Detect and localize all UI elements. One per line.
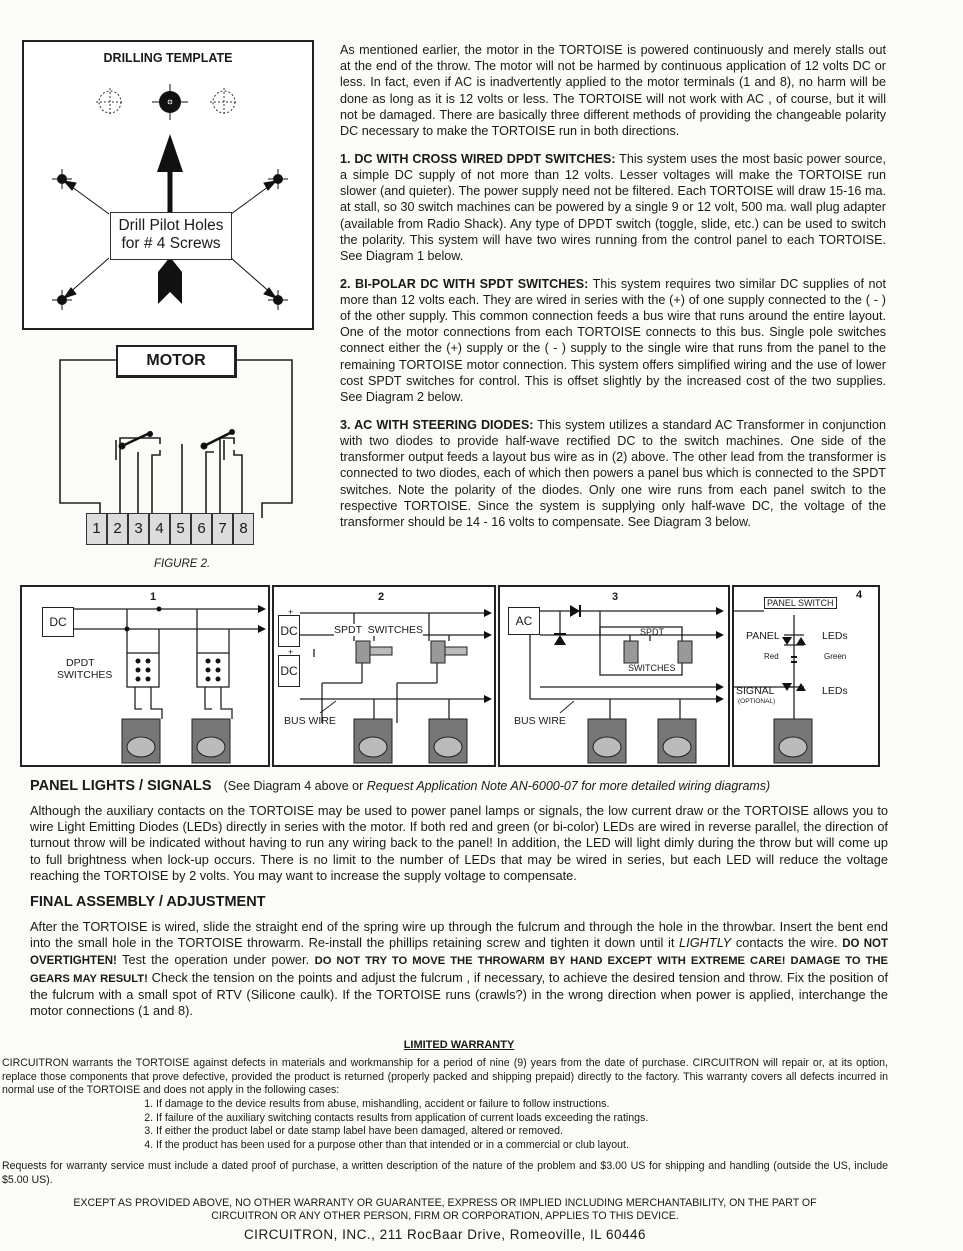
terminal-6: 6: [191, 513, 212, 545]
dpdt-label-2: SWITCHES: [57, 669, 113, 681]
final-assembly-text: [30, 919, 888, 1019]
method-3-text: This system utilizes a standard AC Transformer in conjunction with two diodes to provide half-wave rectified DC to the switch machines. One side of the transformer output feeds a layout bus wire as in (2) above. The other lead from the transformer is connected to two diodes, each of which then powers a panel bus which is connected to the SPDT switches. Note the polarity of the diodes. Only one wire runs from each panel switch to the respective TORTOISE. Since the system is supplying only half-wave DC, the voltage of the transformer should be 14 - 16 volts to compensate. See Diagram 3 below.: [340, 417, 886, 529]
warranty-disclaimer-2: CIRCUITRON OR ANY OTHER PERSON, FIRM OR CORPORATION, APPLIES TO THIS DEVICE.: [211, 1210, 679, 1223]
fa-warning-gears: DO NOT TRY TO MOVE THE THROWARM BY HAND EXCEPT WITH EXTREME CARE! DAMAGE TO THE GEARS MAY RESULT!: [30, 955, 888, 985]
panel-lights-sub-italic: Request Application Note AN-6000-07 for more detailed wiring diagrams): [366, 779, 771, 793]
figure-2: [20, 340, 320, 580]
terminal-4: 4: [149, 513, 170, 545]
diagram-2: [272, 585, 496, 767]
red-label: Red: [764, 652, 779, 661]
spdt-label-3: SPDT: [640, 627, 665, 637]
pilot-label-line2: for # 4 Screws: [121, 235, 221, 252]
terminal-1: 1: [86, 513, 107, 545]
terminal-8: 8: [233, 513, 254, 545]
green-label: Green: [824, 652, 847, 661]
pilot-hole-label: [110, 212, 232, 260]
panel-switch-label: PANEL SWITCH: [764, 597, 837, 609]
plus-sign-top: +: [288, 607, 294, 617]
template-title: DRILLING TEMPLATE: [103, 51, 233, 65]
diagram-2-number: 2: [378, 591, 385, 603]
method-2: [340, 276, 886, 406]
method-3: [340, 417, 886, 530]
diode-1: [570, 605, 580, 617]
diagram-4: [732, 585, 880, 767]
warranty-intro: CIRCUITRON warrants the TORTOISE against defects in materials and workmanship for a period of nine (9) years from the date of purchase. CIRCUITRON will repair or, at its option, replace those components that prove defective, provided the product is returned (properly packed and shipping prepaid) directly to the factory. This warranty covers all defects incurred in normal use of the TORTOISE and does not apply in the following cases:: [2, 1057, 888, 1097]
fa-lightly: LIGHTLY: [679, 935, 732, 951]
spdt-switch-3b: [678, 641, 692, 663]
optional-label: (OPTIONAL): [738, 698, 776, 705]
terminal-5: 5: [170, 513, 191, 545]
drilling-template: [22, 40, 314, 330]
method-2-text: This system requires two similar DC supplies of not more than 12 volts each. They are wired in series with the (+) of one supply connected to the ( - ) of the other supply. This common connection feeds a bus wire that runs around the entire layout. One of the motor connections from each TORTOISE connects to this bus. Single pole switches connect either the (+) supply or the ( - ) supply to the single wire that runs from the panel to the remaining TORTOISE motor connection. This system offers simplified wiring and the use of lower cost SPDT switches for control. This is offset slightly by the increased cost of the two supplies. See Diagram 2 below.: [340, 276, 886, 405]
dc-supply-2-top: DC: [278, 615, 300, 647]
method-1-title: 1. DC WITH CROSS WIRED DPDT SWITCHES:: [340, 151, 616, 166]
figure-2-caption: FIGURE 2.: [154, 558, 211, 570]
diagram-1: [20, 585, 270, 767]
up-arrow: [157, 134, 183, 172]
company-address: CIRCUITRON, INC., 211 RocBaar Drive, Romeoville, IL 60446: [243, 1226, 647, 1242]
panel-lights-sub: (See Diagram 4 above or: [223, 779, 367, 793]
dc-supply-1: DC: [42, 607, 74, 637]
panel-lights-title: PANEL LIGHTS / SIGNALS: [30, 778, 212, 794]
leds-label-2: LEDs: [822, 685, 848, 697]
diagram-3-number: 3: [612, 591, 619, 603]
diagram-3: [498, 585, 730, 767]
fa-part-1: After the TORTOISE is wired, slide the straight end of the spring wire up through the fulcrum and through the hole in the throwbar. Insert the bent end into the small hole in the TORTOISE throwarm. Re-install the phillips retaining screw and tighten it down until it: [30, 919, 888, 951]
alt-mount-hole-left: [96, 88, 124, 116]
panel-label: PANEL: [746, 630, 780, 642]
panel-lights-text: Although the auxiliary contacts on the TORTOISE may be used to power panel lamps or signals, the low current draw or the TORTOISE allows you to wire Light Emitting Diodes (LEDs) directly in series with the motor. If both red and green (or bi-color) LEDs are wired in reverse parallel, the direction of turnout throw will be indicated without having to run any wiring back to the panel! In addition, the LED will light dimly during the throw but will come up to full brightness when lock-up occurs. There is no limit to the number of LEDs that may be wired in series, but each LED will reduce the voltage reaching the TORTOISE by 2 volts. You may want to increase the supply voltage to compensate.: [30, 803, 888, 883]
spdt-switch-3a: [624, 641, 638, 663]
warranty-heading: LIMITED WARRANTY: [403, 1039, 515, 1052]
method-1: [340, 151, 886, 264]
bus-wire-label-3: BUS WIRE: [514, 715, 566, 727]
terminal-2: 2: [107, 513, 128, 545]
method-1-text: This system uses the most basic power source, a simple DC supply of not more than 12 volts. Lesser voltages will make the TORTOISE run slower (and quieter). The power supply need not be filtered. Each TORTOISE will draw 15-16 ma. at stall, so 30 switch machines can be powered by a single 9 or 12 volt, 500 ma. wall plug adapter (available from Radio Shack). Any type of DPDT switch (toggle, slide, etc.) can be used to switch the polarity. This system will have two wires running from the control panel to each TORTOISE. See Diagram 1 below.: [340, 151, 886, 263]
signal-label: SIGNAL: [736, 685, 775, 697]
led-red: [782, 637, 792, 645]
led-green: [796, 637, 806, 645]
leds-label-1: LEDs: [822, 630, 848, 642]
switches-label-3: SWITCHES: [628, 663, 676, 673]
wiring-diagrams: [20, 585, 890, 767]
terminal-7: 7: [212, 513, 233, 545]
warranty-case-1: 1. If damage to the device results from abuse, mishandling, accident or failure to follow instructions.: [156, 1098, 888, 1112]
motor-label: MOTOR: [116, 345, 237, 378]
warranty-case-3: 3. If either the product label or date stamp label have been damaged, altered or removed.: [156, 1125, 888, 1139]
arrow-tail: [158, 257, 182, 304]
final-assembly-heading: FINAL ASSEMBLY / ADJUSTMENT: [30, 894, 266, 911]
warranty-requests: Requests for warranty service must include a dated proof of purchase, a written description of the nature of the problem and $3.00 US for shipping and handling (outside the US, include $5.00 US).: [2, 1160, 888, 1186]
warranty-disclaimer-1: EXCEPT AS PROVIDED ABOVE, NO OTHER WARRANTY OR GUARANTEE, EXPRESS OR IMPLIED INCLUDING MERCHANTABILITY, ON THE PART OF: [73, 1196, 817, 1209]
lower-section: [2, 778, 888, 1242]
fa-part-2: contacts the wire.: [731, 935, 843, 951]
ac-transformer: AC: [508, 607, 540, 635]
template-drawing: [24, 42, 312, 328]
warranty-case-2: 2. If failure of the auxiliary switching contacts results from application of current loads exceeding the ratings.: [156, 1112, 888, 1126]
panel-lights-heading: [30, 778, 888, 794]
plus-sign-bottom: +: [288, 647, 294, 657]
intro-paragraph: As mentioned earlier, the motor in the TORTOISE is powered continuously and merely stalls out at the end of the throw. The motor will not be harmed by continuous application of 12 volts DC or less. In fact, even if AC is inadvertently applied to the motor terminals (1 and 8), no harm will be done as long as it is 12 volts or less. The TORTOISE will not work with AC , of course, but it will not be damaged. There are basically three different methods of providing the changeable polarity DC necessary to make the TORTOISE run in both directions.: [340, 43, 886, 139]
bus-wire-label-2: BUS WIRE: [284, 715, 336, 727]
dc-supply-2-bottom: DC: [278, 655, 300, 687]
warranty-cases: [30, 1098, 888, 1152]
dpdt-label-1: DPDT: [66, 657, 95, 669]
diagram-4-number: 4: [856, 589, 863, 601]
fa-part-4: Check the tension on the points and adjust the fulcrum , if necessary, to achieve the desired tension and throw. Fix the position of the fulcrum with a small spot of RTV (Silicone caulk). If the TORTOISE runs (crawls?) in the wrong direction when power is applied, interchange the motor connections (1 and 8).: [30, 969, 888, 1019]
method-3-title: 3. AC WITH STEERING DIODES:: [340, 417, 534, 432]
spdt-switches-label: SPDT SWITCHES: [334, 624, 424, 636]
diagram-1-number: 1: [150, 591, 157, 603]
warranty-case-4: 4. If the product has been used for a purpose other than that intended or in a commercial or club layout.: [156, 1139, 888, 1153]
fa-warning-overtighten: DO NOT OVERTIGHTEN!: [30, 938, 888, 968]
diode-2: [554, 635, 566, 645]
spdt-switch-2a: [356, 641, 370, 663]
method-2-title: 2. BI-POLAR DC WITH SPDT SWITCHES:: [340, 276, 589, 291]
terminal-3: 3: [128, 513, 149, 545]
wiring-methods-text: [340, 42, 886, 542]
fa-part-3: Test the operation under power.: [116, 952, 315, 968]
alt-mount-hole-right: [210, 88, 238, 116]
pilot-label-line1: Drill Pilot Holes: [118, 217, 224, 234]
spdt-switch-2b: [431, 641, 445, 663]
